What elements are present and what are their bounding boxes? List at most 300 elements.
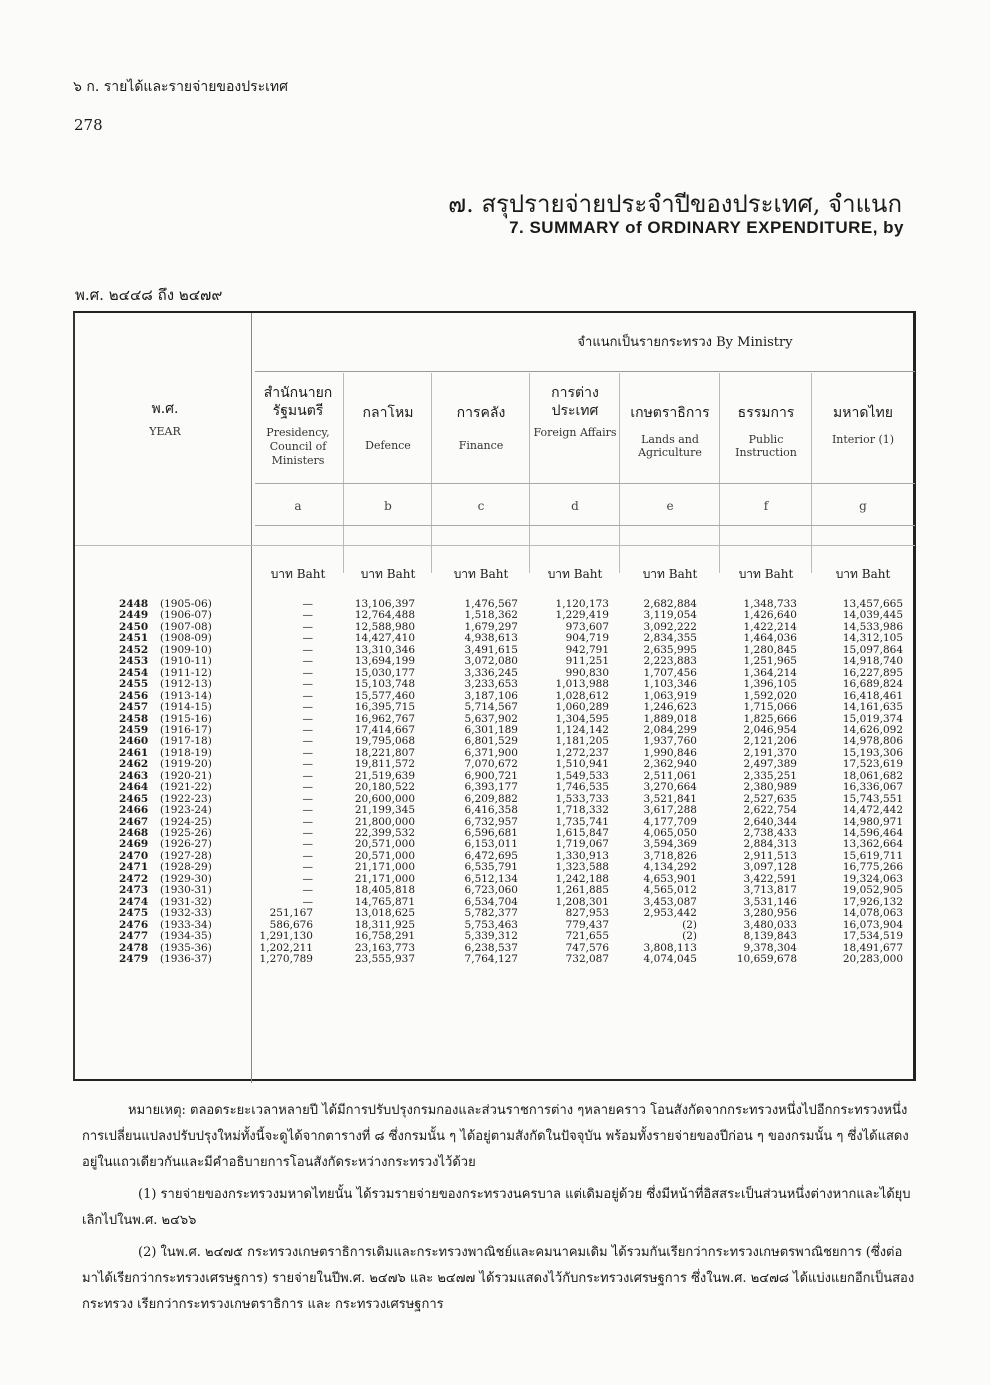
cell-b: 12,588,980 — [354, 620, 415, 633]
cell-e: 1,246,623 — [643, 701, 697, 714]
cell-b: 19,795,068 — [354, 735, 415, 748]
cell-g: 15,743,551 — [842, 792, 903, 805]
year-ad: (1929-30) — [160, 872, 212, 885]
cell-d: 1,242,188 — [555, 872, 609, 885]
year-ad: (1911-12) — [160, 666, 212, 679]
cell-e: 2,635,995 — [643, 643, 697, 656]
cell-c: 6,534,704 — [464, 895, 518, 908]
cell-b: 12,764,488 — [354, 609, 415, 622]
cell-b: 17,414,667 — [354, 723, 415, 736]
cell-g: 15,193,306 — [842, 746, 903, 759]
year-ad: (1925-26) — [160, 827, 212, 839]
cell-d: 942,791 — [565, 643, 609, 656]
cell-f: 3,713,817 — [743, 884, 797, 897]
year-be: 2450 — [119, 620, 149, 633]
cell-e: 2,834,355 — [643, 632, 697, 645]
cell-e: 3,270,664 — [643, 781, 697, 794]
cell-g: 14,039,445 — [842, 609, 903, 622]
cell-d: 1,028,612 — [555, 689, 609, 702]
col-letter-c: c — [477, 499, 485, 513]
table-title-english: 7. SUMMARY of ORDINARY EXPENDITURE, by — [509, 218, 904, 237]
cell-g: 14,533,986 — [842, 620, 903, 633]
cell-a: 1,202,211 — [259, 941, 313, 954]
table-row — [75, 943, 915, 954]
year-ad: (1928-29) — [160, 861, 212, 874]
year-ad: (1916-17) — [160, 723, 212, 736]
cell-d: 1,330,913 — [555, 849, 609, 862]
cell-f: 2,527,635 — [743, 792, 797, 805]
cell-c: 1,476,567 — [464, 598, 518, 610]
cell-a: — — [302, 872, 313, 885]
year-be: 2461 — [119, 746, 149, 759]
cell-e: 1,990,846 — [643, 746, 697, 759]
year-ad: (1931-32) — [160, 895, 212, 908]
cell-b: 15,103,748 — [354, 678, 415, 691]
cell-c: 1,518,362 — [464, 609, 518, 622]
cell-d: 732,087 — [565, 952, 609, 965]
year-ad: (1912-13) — [160, 678, 212, 691]
year-be: 2470 — [119, 849, 149, 862]
cell-d: 1,229,419 — [555, 609, 609, 622]
table-row — [75, 759, 915, 770]
cell-e: 3,092,222 — [643, 620, 697, 633]
cell-b: 16,962,767 — [354, 712, 415, 725]
cell-c: 6,371,900 — [464, 746, 518, 759]
year-be: 2474 — [119, 895, 149, 908]
running-header: ๖ ก. รายได้และรายจ่ายของประเทศ — [73, 79, 289, 95]
note-2: (2) ในพ.ศ. ๒๔๗๕ กระทรวงเกษตราธิการเดิมและกระทรวงพาณิชย์และคมนาคมเดิม ได้รวมกันเรียกว่ากระทรวงเกษตรพาณิชยการ (ซึ่งต่อมาได้เรียกว่ากระทรวงเศรษฐการ) รายจ่ายในปีพ.ศ. ๒๔๗๖ และ ๒๔๗๗ ได้รวมแสดงไว้กับกระทรวงเศรษฐการ ซึ่งในพ.ศ. ๒๔๗๘ ได้แบ่งแยกอีกเป็นสองกระทรวง เรียกว่ากระทรวงเกษตราธิการ และ กระทรวงเศรษฐการ — [82, 1245, 915, 1312]
year-be: 2464 — [119, 781, 149, 794]
cell-b: 18,221,807 — [354, 746, 415, 759]
period-label: พ.ศ. ๒๔๔๘ ถึง ๒๔๗๙ — [75, 286, 223, 304]
cell-e: 2,953,442 — [643, 907, 697, 920]
table-row — [75, 633, 915, 644]
cell-b: 20,180,522 — [354, 781, 415, 794]
year-ad: (1934-35) — [160, 930, 212, 943]
cell-a: — — [302, 804, 313, 817]
cell-d: 1,718,332 — [555, 804, 609, 817]
table-row — [75, 805, 915, 816]
year-be: 2455 — [119, 678, 149, 691]
cell-g: 20,283,000 — [842, 952, 903, 965]
year-ad: (1930-31) — [160, 884, 212, 897]
cell-a: — — [302, 655, 313, 668]
table-row — [75, 691, 915, 702]
cell-c: 6,209,882 — [464, 792, 518, 805]
cell-e: 4,177,709 — [643, 815, 697, 828]
table-row — [75, 668, 915, 679]
cell-e: 4,074,045 — [643, 952, 697, 965]
cell-e: 4,134,292 — [643, 861, 697, 874]
table-row — [75, 714, 915, 725]
cell-d: 1,533,733 — [555, 792, 609, 805]
cell-f: 3,422,591 — [743, 872, 797, 885]
cell-b: 13,018,625 — [354, 907, 415, 920]
unit-label: บาท Baht — [642, 567, 698, 581]
table-row — [75, 931, 915, 942]
cell-c: 5,339,312 — [464, 930, 518, 943]
unit-label: บาท Baht — [270, 567, 326, 581]
year-be: 2454 — [119, 666, 149, 679]
cell-f: 1,251,965 — [743, 655, 797, 668]
cell-f: 1,825,666 — [743, 712, 797, 725]
cell-b: 21,171,000 — [354, 861, 415, 874]
cell-c: 5,753,463 — [464, 918, 518, 931]
table-row — [75, 679, 915, 690]
cell-a: — — [302, 769, 313, 782]
cell-d: 1,549,533 — [555, 769, 609, 782]
col-header-defence: กลาโหม Defence — [362, 405, 414, 452]
cell-g: 19,052,905 — [842, 884, 903, 897]
note-remark: หมายเหตุ: ตลอดระยะเวลาหลายปี ได้มีการปรับปรุงกรมกองและส่วนราชการต่าง ๆหลายคราว โอนสังกัดจากกระทรวงหนึ่งไปอีกกระทรวงหนึ่ง การเปลี่ยนแปลงปรับปรุงใหม่ทั้งนี้จะดูได้จากตารางที่ ๘ ซึ่งกรมนั้น ๆ ได้อยู่ตามสังกัดในปัจจุบัน พร้อมทั้งรายจ่ายของปีก่อน ๆ ของกรมนั้น ๆ ซึ่งได้แสดงอยู่ในแถวเดียวกันและมีคำอธิบายการโอนสังกัดระหว่างกระทรวงไว้ด้วย — [82, 1103, 909, 1170]
cell-d: 1,261,885 — [555, 884, 609, 897]
col-letter-b: b — [384, 499, 392, 513]
cell-c: 6,732,957 — [464, 815, 518, 828]
year-be: 2457 — [119, 701, 149, 714]
group-header-by-ministry: จำแนกเป็นรายกระทรวง By Ministry — [577, 335, 793, 350]
cell-c: 6,393,177 — [464, 781, 518, 794]
table-row — [75, 828, 915, 839]
cell-g: 17,926,132 — [842, 895, 903, 908]
cell-c: 6,723,060 — [464, 884, 518, 897]
cell-g: 14,978,806 — [842, 735, 903, 748]
cell-g: 15,097,864 — [842, 643, 903, 656]
col-header-lands-agriculture: เกษตราธิการ Lands and Agriculture — [630, 405, 710, 460]
year-ad: (1921-22) — [160, 781, 212, 794]
cell-b: 22,399,532 — [354, 827, 415, 839]
year-ad: (1935-36) — [160, 941, 212, 954]
year-be: 2469 — [119, 838, 149, 851]
cell-e: (2) — [682, 918, 697, 931]
year-be: 2475 — [119, 907, 149, 920]
cell-c: 3,233,653 — [464, 678, 518, 691]
cell-b: 20,571,000 — [354, 849, 415, 862]
table-row — [75, 702, 915, 713]
cell-g: 14,626,092 — [842, 723, 903, 736]
cell-f: 9,378,304 — [743, 941, 797, 954]
cell-g: 13,457,665 — [842, 598, 903, 610]
year-be: 2456 — [119, 689, 149, 702]
cell-e: 4,565,012 — [643, 884, 697, 897]
cell-e: 4,653,901 — [643, 872, 697, 885]
table-row — [75, 645, 915, 656]
year-be: 2471 — [119, 861, 149, 874]
cell-e: 2,223,883 — [643, 655, 697, 668]
notes-section — [82, 1098, 917, 1324]
cell-e: (2) — [682, 930, 697, 943]
cell-d: 1,323,588 — [555, 861, 609, 874]
cell-g: 16,775,266 — [842, 861, 903, 874]
cell-d: 1,060,289 — [555, 701, 609, 714]
cell-g: 15,019,374 — [842, 712, 903, 725]
cell-b: 18,405,818 — [354, 884, 415, 897]
table-row — [75, 748, 915, 759]
cell-c: 1,679,297 — [464, 620, 518, 633]
year-ad: (1927-28) — [160, 849, 212, 862]
cell-f: 1,426,640 — [743, 609, 797, 622]
cell-c: 5,714,567 — [464, 701, 518, 714]
cell-d: 1,124,142 — [555, 723, 609, 736]
year-be: 2477 — [119, 930, 149, 943]
year-be: 2478 — [119, 941, 149, 954]
cell-g: 16,336,067 — [842, 781, 903, 794]
cell-a: — — [302, 792, 313, 805]
cell-a: — — [302, 884, 313, 897]
cell-f: 3,480,033 — [743, 918, 797, 931]
cell-a: — — [302, 666, 313, 679]
cell-a: 251,167 — [269, 907, 313, 920]
cell-e: 2,084,299 — [643, 723, 697, 736]
cell-a: — — [302, 632, 313, 645]
cell-b: 18,311,925 — [354, 918, 415, 931]
cell-a: — — [302, 895, 313, 908]
table-row — [75, 920, 915, 931]
cell-f: 2,046,954 — [743, 723, 797, 736]
year-ad: (1920-21) — [160, 769, 212, 782]
cell-b: 21,519,639 — [354, 769, 415, 782]
unit-label: บาท Baht — [738, 567, 794, 581]
cell-a: — — [302, 701, 313, 714]
col-letter-a: a — [294, 499, 302, 513]
cell-c: 6,416,358 — [464, 804, 518, 817]
cell-g: 14,312,105 — [842, 632, 903, 645]
cell-g: 17,534,519 — [842, 930, 903, 943]
cell-d: 779,437 — [565, 918, 609, 931]
col-letter-f: f — [763, 499, 769, 513]
year-ad: (1905-06) — [160, 598, 212, 610]
year-ad: (1932-33) — [160, 907, 212, 920]
cell-d: 904,719 — [565, 632, 609, 645]
year-ad: (1908-09) — [160, 632, 212, 645]
cell-g: 16,418,461 — [842, 689, 903, 702]
page-number: 278 — [74, 116, 103, 134]
cell-f: 3,531,146 — [743, 895, 797, 908]
cell-a: — — [302, 712, 313, 725]
cell-c: 6,801,529 — [464, 735, 518, 748]
cell-c: 5,782,377 — [464, 907, 518, 920]
year-ad: (1907-08) — [160, 620, 212, 633]
table-row — [75, 874, 915, 885]
cell-d: 1,013,988 — [555, 678, 609, 691]
cell-d: 1,208,301 — [555, 895, 609, 908]
cell-d: 1,746,535 — [555, 781, 609, 794]
cell-f: 2,738,433 — [743, 827, 797, 839]
cell-a: — — [302, 815, 313, 828]
cell-d: 990,830 — [565, 666, 609, 679]
cell-a: — — [302, 689, 313, 702]
cell-b: 16,758,291 — [354, 930, 415, 943]
year-ad: (1933-34) — [160, 918, 212, 931]
year-be: 2449 — [119, 609, 149, 622]
cell-g: 14,161,635 — [842, 701, 903, 714]
year-be: 2448 — [119, 598, 149, 610]
unit-label: บาท Baht — [360, 567, 416, 581]
table-row — [75, 794, 915, 805]
table-row — [75, 782, 915, 793]
cell-a: — — [302, 758, 313, 771]
year-ad: (1936-37) — [160, 952, 212, 965]
year-header: พ.ศ. YEAR — [149, 401, 181, 438]
cell-e: 3,594,369 — [643, 838, 697, 851]
year-be: 2459 — [119, 723, 149, 736]
cell-f: 1,280,845 — [743, 643, 797, 656]
table-row — [75, 736, 915, 747]
table-row — [75, 622, 915, 633]
year-be: 2467 — [119, 815, 149, 828]
table-row — [75, 725, 915, 736]
cell-d: 1,735,741 — [555, 815, 609, 828]
cell-e: 3,119,054 — [643, 609, 697, 622]
cell-f: 2,191,370 — [743, 746, 797, 759]
cell-b: 23,555,937 — [354, 952, 415, 965]
cell-b: 15,577,460 — [354, 689, 415, 702]
year-be: 2473 — [119, 884, 149, 897]
col-header-presidency: สำนักนายก รัฐมนตรี Presidency, Council of Ministers — [263, 385, 333, 467]
cell-b: 13,694,199 — [354, 655, 415, 668]
year-ad: (1910-11) — [160, 655, 212, 668]
table-row — [75, 839, 915, 850]
cell-g: 18,491,677 — [842, 941, 903, 954]
cell-d: 1,181,205 — [555, 735, 609, 748]
table-row — [75, 656, 915, 667]
cell-f: 1,396,105 — [743, 678, 797, 691]
year-ad: (1909-10) — [160, 643, 212, 656]
cell-a: — — [302, 723, 313, 736]
cell-f: 2,497,389 — [743, 758, 797, 771]
cell-f: 8,139,843 — [743, 930, 797, 943]
cell-b: 20,571,000 — [354, 838, 415, 851]
cell-a: 586,676 — [269, 918, 313, 931]
table-row — [75, 897, 915, 908]
year-ad: (1913-14) — [160, 689, 212, 702]
cell-b: 15,030,177 — [354, 666, 415, 679]
cell-b: 21,800,000 — [354, 815, 415, 828]
year-be: 2462 — [119, 758, 149, 771]
cell-b: 23,163,773 — [354, 941, 415, 954]
cell-e: 2,682,884 — [643, 598, 697, 610]
cell-e: 1,937,760 — [643, 735, 697, 748]
year-ad: (1917-18) — [160, 735, 212, 748]
year-be: 2453 — [119, 655, 149, 668]
year-ad: (1914-15) — [160, 701, 212, 714]
year-be: 2460 — [119, 735, 149, 748]
table-row — [75, 817, 915, 828]
year-ad: (1922-23) — [160, 792, 212, 805]
table-row — [75, 771, 915, 782]
table-row — [75, 908, 915, 919]
cell-c: 7,070,672 — [464, 758, 518, 771]
cell-g: 14,980,971 — [842, 815, 903, 828]
cell-f: 1,715,066 — [743, 701, 797, 714]
cell-g: 17,523,619 — [842, 758, 903, 771]
year-be: 2479 — [119, 952, 149, 965]
cell-g: 16,689,824 — [842, 678, 903, 691]
cell-f: 1,422,214 — [743, 620, 797, 633]
cell-a: — — [302, 620, 313, 633]
cell-d: 1,510,941 — [555, 758, 609, 771]
cell-d: 1,615,847 — [555, 827, 609, 839]
year-ad: (1919-20) — [160, 758, 212, 771]
cell-f: 10,659,678 — [736, 952, 797, 965]
cell-b: 14,427,410 — [354, 632, 415, 645]
cell-b: 21,199,345 — [354, 804, 415, 817]
table-row — [75, 610, 915, 621]
cell-e: 3,521,841 — [643, 792, 697, 805]
year-ad: (1923-24) — [160, 804, 212, 817]
cell-d: 747,576 — [565, 941, 609, 954]
cell-c: 6,512,134 — [464, 872, 518, 885]
cell-f: 2,911,513 — [743, 849, 797, 862]
year-be: 2472 — [119, 872, 149, 885]
cell-g: 14,596,464 — [842, 827, 903, 839]
cell-e: 3,808,113 — [643, 941, 697, 954]
table-row — [75, 954, 915, 965]
cell-e: 1,889,018 — [643, 712, 697, 725]
cell-f: 2,884,313 — [743, 838, 797, 851]
note-1: (1) รายจ่ายของกระทรวงมหาดไทยนั้น ได้รวมรายจ่ายของกระทรวงนครบาล แต่เดิมอยู่ด้วย ซึ่งมีหน้าที่อิสสระเป็นส่วนหนึ่งต่างหากและได้ยุบเลิกไปในพ.ศ. ๒๔๖๖ — [82, 1187, 911, 1228]
cell-f: 1,592,020 — [743, 689, 797, 702]
cell-c: 6,238,537 — [464, 941, 518, 954]
year-ad: (1906-07) — [160, 609, 212, 622]
cell-f: 1,348,733 — [743, 598, 797, 610]
cell-a: — — [302, 781, 313, 794]
cell-d: 1,304,595 — [555, 712, 609, 725]
col-header-finance: การคลัง Finance — [456, 405, 506, 452]
year-ad: (1926-27) — [160, 838, 212, 851]
cell-d: 1,719,067 — [555, 838, 609, 851]
cell-c: 3,187,106 — [464, 689, 518, 702]
cell-d: 721,655 — [565, 930, 609, 943]
cell-c: 6,535,791 — [464, 861, 518, 874]
cell-e: 2,362,940 — [643, 758, 697, 771]
year-ad: (1924-25) — [160, 815, 212, 828]
table-row — [75, 851, 915, 862]
cell-a: — — [302, 849, 313, 862]
cell-e: 3,617,288 — [643, 804, 697, 817]
col-letter-d: d — [571, 499, 579, 513]
cell-c: 6,596,681 — [464, 827, 518, 839]
cell-b: 20,600,000 — [354, 792, 415, 805]
table-row — [75, 885, 915, 896]
year-be: 2468 — [119, 827, 149, 839]
cell-d: 973,607 — [565, 620, 609, 633]
year-be: 2465 — [119, 792, 149, 805]
cell-b: 14,765,871 — [354, 895, 415, 908]
year-be: 2476 — [119, 918, 149, 931]
cell-a: 1,270,789 — [259, 952, 313, 965]
cell-b: 13,310,346 — [354, 643, 415, 656]
table-title-thai: ๗. สรุปรายจ่ายประจำปีของประเทศ, จำแนก — [448, 190, 902, 218]
cell-c: 3,491,615 — [464, 643, 518, 656]
cell-f: 2,121,206 — [743, 735, 797, 748]
cell-a: — — [302, 643, 313, 656]
cell-g: 18,061,682 — [842, 769, 903, 782]
year-be: 2466 — [119, 804, 149, 817]
cell-c: 4,938,613 — [464, 632, 518, 645]
col-letter-e: e — [666, 499, 674, 513]
table-row — [75, 599, 915, 610]
cell-e: 2,511,061 — [643, 769, 697, 782]
cell-g: 16,073,904 — [842, 918, 903, 931]
cell-a: 1,291,130 — [259, 930, 313, 943]
cell-f: 1,364,214 — [743, 666, 797, 679]
col-header-foreign-affairs: การต่าง ประเทศ Foreign Affairs — [533, 385, 617, 439]
cell-e: 3,718,826 — [643, 849, 697, 862]
unit-label: บาท Baht — [453, 567, 509, 581]
cell-d: 911,251 — [565, 655, 609, 668]
cell-a: — — [302, 827, 313, 839]
cell-g: 13,362,664 — [842, 838, 903, 851]
